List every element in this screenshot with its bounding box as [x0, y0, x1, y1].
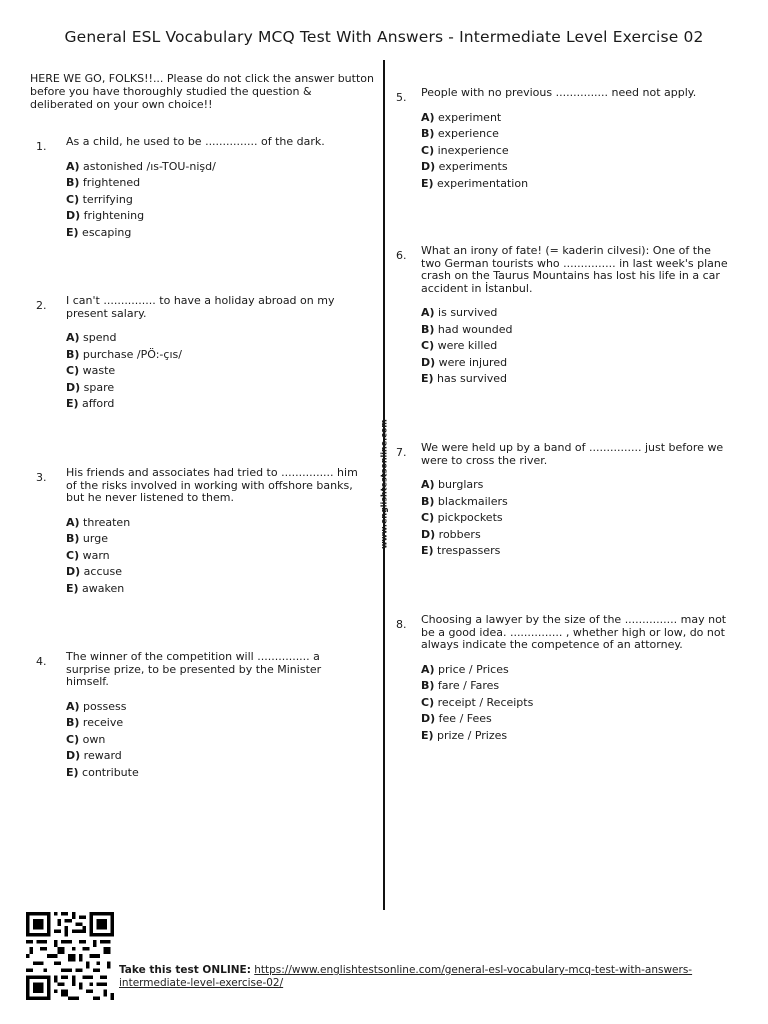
option-text: warn	[82, 548, 110, 562]
option-letter: C)	[66, 364, 80, 377]
question-number: 4.	[36, 655, 47, 668]
option-text: fare / Fares	[437, 679, 500, 692]
answer-option[interactable]	[66, 564, 364, 581]
answer-option[interactable]	[66, 208, 364, 225]
option-text: own	[82, 732, 106, 746]
option-text: waste	[82, 364, 116, 377]
answer-option[interactable]	[421, 662, 734, 679]
option-text: threaten	[83, 515, 131, 529]
option-text: inexperience	[437, 143, 509, 157]
option-text: price / Prices	[438, 662, 509, 676]
question-number: 6.	[396, 249, 407, 262]
option-text: accuse	[83, 565, 122, 578]
question-text: People with no previous ............... need not apply.	[421, 86, 697, 99]
option-letter: A)	[421, 478, 435, 491]
answer-option[interactable]	[66, 380, 364, 397]
qr-code[interactable]	[26, 912, 114, 1000]
answer-option[interactable]	[66, 715, 364, 732]
option-text: trespassers	[437, 544, 501, 557]
answer-option[interactable]	[421, 494, 734, 511]
option-text: is survived	[438, 306, 498, 319]
question-7	[396, 442, 734, 560]
answer-option[interactable]	[66, 765, 364, 782]
option-text: fee / Fees	[438, 712, 492, 725]
option-letter: C)	[421, 695, 435, 709]
answer-option[interactable]	[421, 110, 734, 127]
option-letter: A)	[421, 662, 435, 676]
option-text: experience	[437, 127, 499, 140]
question-text: The winner of the competition will ............... a surprise prize, to be presented by the Minister himself.	[66, 650, 322, 688]
answer-option[interactable]	[66, 699, 364, 716]
question-text: I can't ............... to have a holiday abroad on my present salary.	[66, 294, 335, 320]
answer-option[interactable]	[421, 678, 734, 695]
option-text: frightened	[82, 176, 141, 189]
option-letter: D)	[66, 565, 81, 578]
question-text: We were held up by a band of ............... just before we were to cross the river.	[421, 441, 724, 467]
answer-option[interactable]	[421, 143, 734, 160]
option-letter: E)	[66, 225, 79, 239]
page-title: General ESL Vocabulary MCQ Test With Answers - Intermediate Level Exercise 02	[64, 28, 704, 46]
question-3	[36, 467, 364, 597]
option-letter: B)	[421, 494, 435, 508]
intro-text: HERE WE GO, FOLKS!!... Please do not click the answer button before you have thoroughly studied the question & deliberated on your own choice!!	[30, 72, 374, 111]
option-text: burglars	[438, 478, 484, 491]
option-text: pickpockets	[437, 511, 503, 524]
option-letter: B)	[66, 347, 80, 361]
answer-option[interactable]	[421, 477, 734, 494]
question-number: 8.	[396, 618, 407, 631]
option-letter: D)	[66, 380, 81, 394]
option-letter: A)	[66, 331, 80, 344]
option-letter: B)	[421, 322, 435, 336]
option-letter: E)	[421, 176, 434, 190]
answer-option[interactable]	[66, 225, 364, 242]
question-text: What an irony of fate! (= kaderin cilvesi): One of the two German tourists who ............... in last week's plane crash on the Taurus Mountains has lost his life in a car accident in İstanbul.	[421, 244, 728, 295]
option-letter: A)	[66, 159, 80, 173]
option-text: had wounded	[437, 322, 513, 336]
answer-option[interactable]	[66, 175, 364, 192]
watermark-text: www.englishtestsonline.com	[379, 419, 389, 549]
answer-option[interactable]	[66, 581, 364, 598]
question-number: 2.	[36, 299, 47, 312]
option-letter: C)	[66, 192, 80, 206]
option-text: urge	[82, 532, 108, 545]
answer-option[interactable]	[421, 543, 734, 560]
answer-option[interactable]	[421, 728, 734, 745]
question-number: 1.	[36, 140, 47, 153]
answer-option[interactable]	[66, 515, 364, 532]
option-letter: C)	[421, 511, 435, 524]
answer-option[interactable]	[421, 695, 734, 712]
answer-option[interactable]	[421, 711, 734, 728]
answer-option[interactable]	[66, 347, 364, 364]
option-letter: A)	[421, 306, 435, 319]
question-5	[396, 87, 734, 192]
option-text: has survived	[437, 372, 508, 385]
option-text: experimentation	[437, 176, 529, 190]
answer-option[interactable]	[421, 159, 734, 176]
option-text: experiment	[438, 110, 502, 124]
option-text: possess	[83, 699, 127, 713]
option-text: purchase /PÖ:-çıs/	[82, 347, 182, 361]
question-text: Choosing a lawyer by the size of the ............... may not be a good idea. ............... , whether high or low, do not always indicate the competence of an attorney.	[421, 613, 727, 651]
option-text: robbers	[438, 527, 481, 541]
option-letter: D)	[421, 712, 436, 725]
option-text: receipt / Receipts	[437, 695, 534, 709]
footer	[119, 964, 719, 989]
question-1	[36, 136, 364, 241]
footer-label: Take this test ONLINE:	[119, 964, 251, 976]
question-text: As a child, he used to be ............... of the dark.	[66, 135, 325, 148]
option-letter: E)	[421, 728, 434, 742]
option-text: frightening	[83, 209, 145, 222]
answer-option[interactable]	[421, 355, 734, 372]
answer-option[interactable]	[421, 126, 734, 143]
option-letter: E)	[421, 544, 434, 557]
option-text: experiments	[438, 160, 508, 173]
option-letter: E)	[66, 581, 79, 595]
option-letter: E)	[66, 765, 79, 779]
option-text: astonished /ıs-TOU-nişd/	[83, 159, 216, 173]
option-text: prize / Prizes	[437, 728, 508, 742]
option-text: were killed	[437, 339, 498, 352]
answer-option[interactable]	[421, 371, 734, 388]
answer-option[interactable]	[421, 305, 734, 322]
question-number: 3.	[36, 471, 47, 484]
option-letter: E)	[66, 397, 79, 410]
option-letter: D)	[66, 749, 81, 762]
answer-option[interactable]	[66, 548, 364, 565]
footer-link[interactable]: https://www.englishtestsonline.com/general-esl-vocabulary-mcq-test-with-answers-intermediate-level-exercise-02/	[119, 964, 693, 989]
question-4	[36, 651, 364, 781]
option-text: spend	[83, 331, 117, 344]
option-text: escaping	[82, 225, 132, 239]
option-letter: D)	[421, 160, 436, 173]
option-letter: E)	[421, 372, 434, 385]
question-6	[396, 245, 734, 388]
option-letter: B)	[421, 127, 435, 140]
answer-option[interactable]	[66, 732, 364, 749]
answer-option[interactable]	[66, 330, 364, 347]
answer-option[interactable]	[421, 338, 734, 355]
option-text: reward	[83, 749, 122, 762]
option-letter: C)	[66, 732, 80, 746]
question-text: His friends and associates had tried to ............... him of the risks involved in working with offshore banks, but he never listened to them.	[66, 466, 358, 504]
answer-option[interactable]	[421, 322, 734, 339]
answer-option[interactable]	[421, 527, 734, 544]
option-letter: A)	[66, 699, 80, 713]
option-text: awaken	[82, 581, 125, 595]
option-letter: A)	[66, 515, 80, 529]
option-text: contribute	[82, 765, 139, 779]
option-text: receive	[82, 716, 124, 729]
answer-option[interactable]	[421, 510, 734, 527]
option-letter: D)	[66, 209, 81, 222]
option-text: afford	[82, 397, 115, 410]
option-letter: A)	[421, 110, 435, 124]
option-letter: B)	[421, 679, 435, 692]
question-number: 7.	[396, 446, 407, 459]
option-letter: B)	[66, 716, 80, 729]
answer-option[interactable]	[421, 176, 734, 193]
answer-option[interactable]	[66, 531, 364, 548]
option-text: terrifying	[82, 192, 133, 206]
option-letter: D)	[421, 527, 436, 541]
option-letter: B)	[66, 176, 80, 189]
question-2	[36, 295, 364, 413]
option-letter: C)	[421, 143, 435, 157]
option-letter: C)	[66, 548, 80, 562]
question-8	[396, 614, 734, 744]
answer-option[interactable]	[66, 396, 364, 413]
option-text: blackmailers	[437, 494, 508, 508]
option-letter: D)	[421, 355, 436, 369]
answer-option[interactable]	[66, 159, 364, 176]
option-text: spare	[83, 380, 115, 394]
option-letter: B)	[66, 532, 80, 545]
answer-option[interactable]	[66, 748, 364, 765]
answer-option[interactable]	[66, 192, 364, 209]
option-text: were injured	[438, 355, 508, 369]
answer-option[interactable]	[66, 363, 364, 380]
option-letter: C)	[421, 339, 435, 352]
question-number: 5.	[396, 91, 407, 104]
